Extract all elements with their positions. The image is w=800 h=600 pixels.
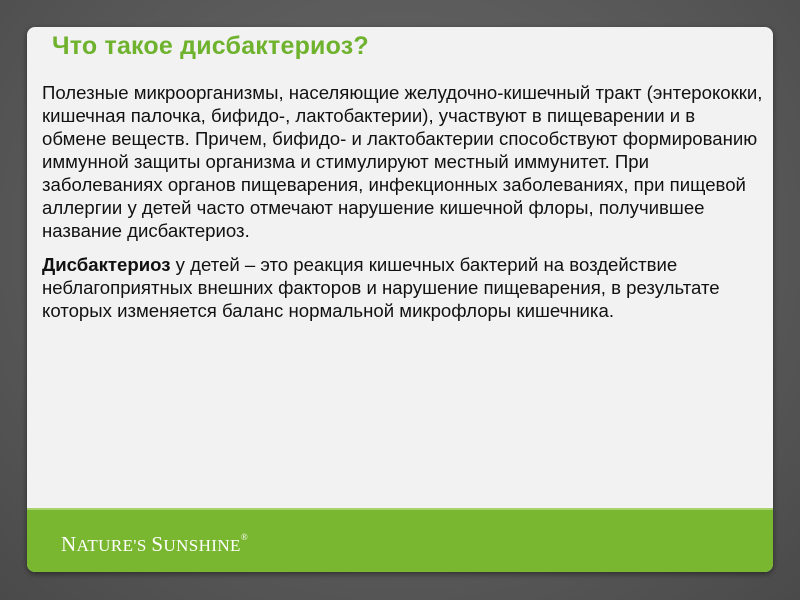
slide-body <box>42 81 764 333</box>
term-bold: Дисбактериоз <box>42 254 171 275</box>
paragraph-2-text: у детей – это реакция кишечных бактерий на воздействие неблагоприятных внешних факторов и нарушение пищеварения, в результате которых изменяется баланс нормальной микрофлоры кишечника. <box>42 254 720 321</box>
slide-title: Что такое дисбактериоз? <box>52 32 369 60</box>
paragraph-1: Полезные микроорганизмы, населяющие желудочно-кишечный тракт (энтерококки, кишечная палочка, бифидо-, лактобактерии), участвуют в пищеварении и в обмене веществ. Причем, бифидо- и лактобактерии способствуют формированию иммунной защиты организма и стимулируют местный иммунитет. При заболеваниях органов пищеварения, инфекционных заболеваниях, при пищевой аллергии у детей часто отмечают нарушение кишечной флоры, получившее название дисбактериоз. <box>42 82 763 241</box>
slide <box>27 27 773 572</box>
footer-bar <box>27 508 773 572</box>
paragraph-2 <box>42 253 764 322</box>
natures-sunshine-logo: NATURE'S SUNSHINE® <box>61 532 249 556</box>
